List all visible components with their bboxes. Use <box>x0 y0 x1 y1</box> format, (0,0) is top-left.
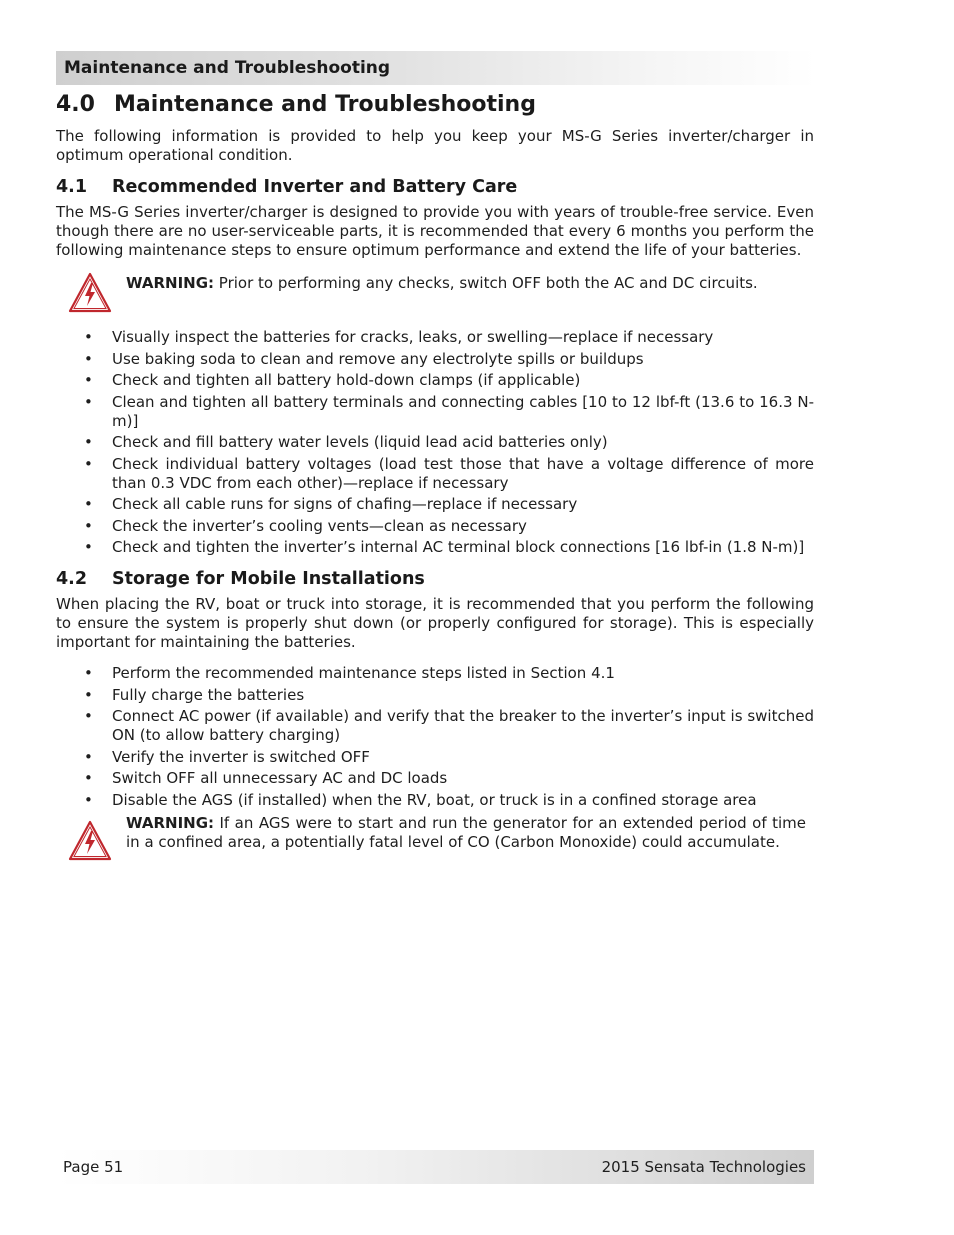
list-item: • Perform the recommended maintenance steps listed in Section 4.1 <box>84 664 615 682</box>
warning-text: If an AGS were to start and run the generator for an extended period of time in a confined area, a potentially fatal level of CO (Carbon Monoxide) could accumulate. <box>126 813 806 851</box>
warning-label: WARNING: <box>126 813 215 832</box>
page-header-title: Maintenance and Troubleshooting <box>64 58 391 78</box>
list-item: • Visually inspect the batteries for cracks, leaks, or swelling—replace if necessary <box>84 328 714 346</box>
main-content <box>56 92 814 876</box>
maintenance-checklist <box>56 328 814 557</box>
list-item: • Check and tighten all battery hold-down clamps (if applicable) <box>84 371 581 389</box>
subsection-heading-4-1 <box>56 177 814 197</box>
page-number: Page 51 <box>63 1158 124 1176</box>
page-footer-bar <box>56 1150 814 1184</box>
subsection-number: 4.2 <box>56 569 88 589</box>
subsection-4-1-body: The MS-G Series inverter/charger is designed to provide you with years of trouble-free service. Even though there are no user-serviceable parts, it is recommended that every 6 months you perform the following maintenance steps to ensure optimum performance and extend the life of your batteries. <box>56 203 814 259</box>
section-intro: The following information is provided to help you keep your MS-G Series inverter/charger in optimum operational condition. <box>56 127 814 164</box>
subsection-heading-4-2 <box>56 569 814 589</box>
list-item: • Check individual battery voltages (load test those that have a voltage difference of more than 0.3 VDC from each other)—replace if necessary <box>84 454 814 492</box>
section-title: Maintenance and Troubleshooting <box>114 92 536 117</box>
list-item: • Check all cable runs for signs of chafing—replace if necessary <box>84 495 578 513</box>
warning-label: WARNING: <box>126 274 215 292</box>
electrical-hazard-warning-icon <box>68 272 112 314</box>
subsection-number: 4.1 <box>56 177 88 197</box>
list-item: • Fully charge the batteries <box>84 685 305 704</box>
list-item: • Check and tighten the inverter’s internal AC terminal block connections [16 lbf-in (1.8 N-m)] <box>84 538 805 556</box>
warning-text: Prior to performing any checks, switch OFF both the AC and DC circuits. <box>214 274 758 292</box>
list-item: • Check the inverter’s cooling vents—clean as necessary <box>84 516 527 535</box>
list-item: • Disable the AGS (if installed) when the RV, boat, or truck is in a confined storage area <box>84 790 757 809</box>
list-item: • Connect AC power (if available) and verify that the breaker to the inverter’s input is switched ON (to allow battery charging) <box>84 707 814 744</box>
page-header-bar <box>56 51 816 85</box>
list-item: • Use baking soda to clean and remove any electrolyte spills or buildups <box>84 349 644 368</box>
list-item: • Check and fill battery water levels (liquid lead acid batteries only) <box>84 433 608 451</box>
list-item: • Clean and tighten all battery terminals and connecting cables [10 to 12 lbf-ft (13.6 to 16.3 N-m)] <box>84 392 814 430</box>
subsection-4-2-body: When placing the RV, boat or truck into storage, it is recommended that you perform the following to ensure the system is properly shut down (or properly configured for storage). This is especially important for maintaining the batteries. <box>56 595 814 651</box>
footer-copyright: 2015 Sensata Technologies <box>601 1158 806 1176</box>
storage-checklist <box>56 664 814 810</box>
section-heading <box>56 92 814 117</box>
warning-callout-checks <box>56 272 814 314</box>
list-item: • Switch OFF all unnecessary AC and DC loads <box>84 769 448 787</box>
list-item: • Verify the inverter is switched OFF <box>84 747 370 766</box>
subsection-title: Recommended Inverter and Battery Care <box>112 177 518 197</box>
electrical-hazard-warning-icon <box>68 820 112 862</box>
subsection-title: Storage for Mobile Installations <box>112 569 425 589</box>
warning-callout-ags <box>56 814 814 862</box>
section-number: 4.0 <box>56 92 95 117</box>
